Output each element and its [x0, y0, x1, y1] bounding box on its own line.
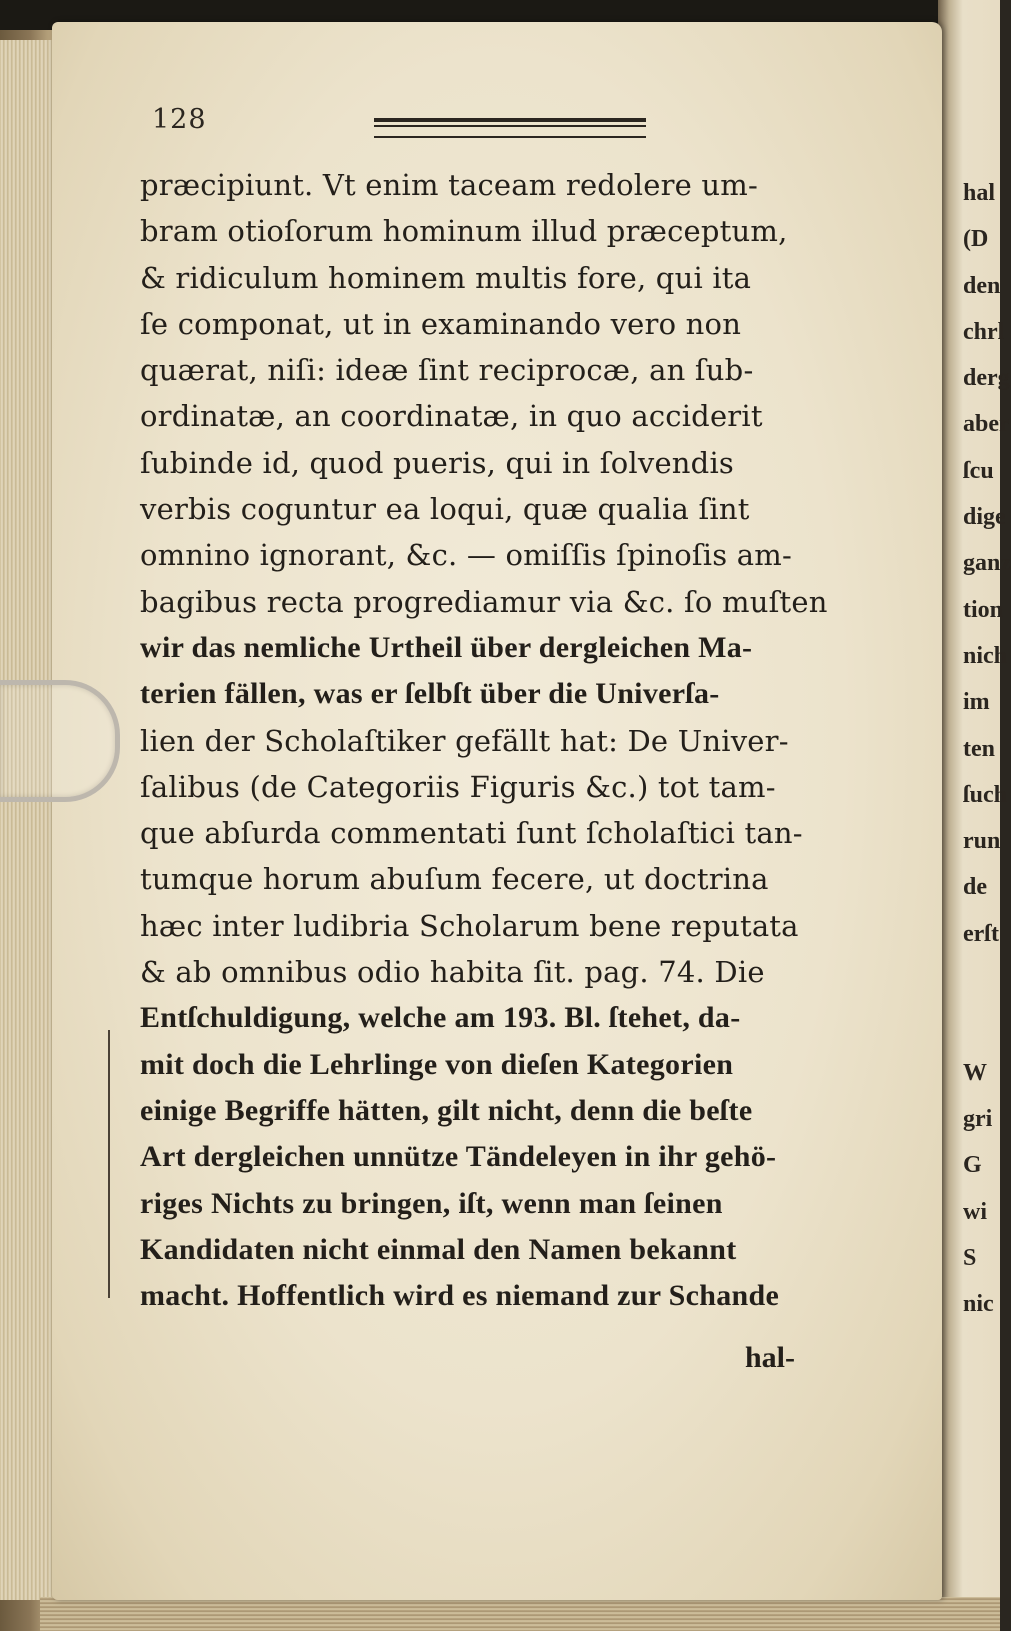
facing-page-text-fragments: [963, 170, 1011, 1327]
body-text: [140, 162, 870, 1319]
facing-page-fragment: nic: [963, 1291, 994, 1318]
text-line: ſe componat, ut in examinando vero non: [140, 306, 742, 341]
facing-page-fragment: run: [963, 828, 1001, 855]
facing-page-fragment: [963, 1003, 999, 1049]
text-line: ſubinde id, quod pueris, qui in ſolvendis: [140, 445, 735, 480]
facing-page-fragment: W: [963, 1059, 987, 1086]
catchword: hal-: [745, 1341, 796, 1374]
text-line: tumque horum abuſum fecere, ut doctrina: [140, 862, 769, 897]
text-line: quærat, niſi: ideæ ſint reciprocæ, an ſub-: [140, 353, 754, 388]
facing-page-fragment: aber: [963, 411, 1010, 438]
paper-clip-bookmark: [0, 680, 120, 802]
facing-page-fragment: erſt: [963, 920, 999, 947]
text-line: Art dergleichen unnütze Tändeleyen in ihr gehö-: [140, 1140, 777, 1174]
text-line: lien der Scholaſtiker gefällt hat: De Univer-: [140, 723, 789, 758]
text-line: einige Begriffe hätten, gilt nicht, denn die beſte: [140, 1093, 753, 1127]
text-line: verbis coguntur ea loqui, quæ qualia ſint: [140, 492, 750, 527]
facing-page-fragment: ſcu: [963, 457, 994, 484]
text-line: que abſurda commentati ſunt ſcholaſtici tan-: [140, 816, 803, 851]
page-stack-bottom: [40, 1597, 1000, 1631]
facing-page-fragment: ſuch: [963, 781, 1008, 808]
facing-page-fragment: G: [963, 1152, 982, 1179]
facing-page-fragment: chrl: [963, 318, 1005, 345]
page-header: [152, 104, 852, 144]
text-line: wir das nemliche Urtheil über dergleichen Ma-: [140, 630, 753, 664]
text-line: mit doch die Lehrlinge von dieſen Kategorien: [140, 1047, 734, 1081]
page-number: 128: [152, 104, 207, 135]
text-line: ordinatæ, an coordinatæ, in quo acciderit: [140, 399, 763, 434]
text-line: præcipiunt. Vt enim taceam redolere um-: [140, 168, 758, 202]
text-line: macht. Hoffentlich wird es niemand zur Schande: [140, 1279, 780, 1313]
text-line: bagibus recta progrediamur via &c. ſo muſten: [140, 584, 828, 619]
facing-page-fragment: den: [963, 272, 1001, 299]
facing-page-fragment: ganz: [963, 550, 1011, 577]
facing-page-fragment: nich: [963, 642, 1008, 669]
facing-page-fragment: wi: [963, 1198, 987, 1225]
facing-page-fragment: (D: [963, 226, 989, 253]
facing-page-fragment: de: [963, 874, 987, 901]
text-line: omnino ignorant, &c. — omiſſis ſpinoſis am-: [140, 538, 792, 573]
text-line: Kandidaten nicht einmal den Namen bekannt: [140, 1232, 737, 1266]
text-line: ſalibus (de Categoriis Figuris &c.) tot tam-: [140, 769, 776, 804]
text-line: bram otioſorum hominum illud præceptum,: [140, 214, 788, 249]
facing-page-fragment: ten: [963, 735, 995, 762]
text-line: riges Nichts zu bringen, iſt, wenn man ſeinen: [140, 1186, 723, 1220]
facing-page-fragment: dige: [963, 504, 1006, 531]
text-line: hæc inter ludibria Scholarum bene reputata: [140, 908, 799, 943]
facing-page-fragment: hal: [963, 180, 996, 206]
margin-bar: [108, 1030, 110, 1298]
text-line: Entſchuldigung, welche am 193. Bl. ſtehet, da-: [140, 1001, 741, 1035]
facing-page-fragment: [963, 957, 999, 1003]
text-line: terien fällen, was er ſelbſt über die Univerſa-: [140, 677, 720, 711]
facing-page-fragment: S: [963, 1244, 977, 1271]
facing-page-fragment: im: [963, 689, 990, 716]
facing-page-fragment: gri: [963, 1105, 993, 1132]
header-rule: [374, 118, 646, 138]
text-line: & ab omnibus odio habita ſit. pag. 74. Die: [140, 955, 765, 990]
text-line: & ridiculum hominem multis fore, qui ita: [140, 260, 752, 295]
facing-page-fragment: tion: [963, 596, 1004, 623]
facing-page-fragment: derg: [963, 365, 1010, 392]
